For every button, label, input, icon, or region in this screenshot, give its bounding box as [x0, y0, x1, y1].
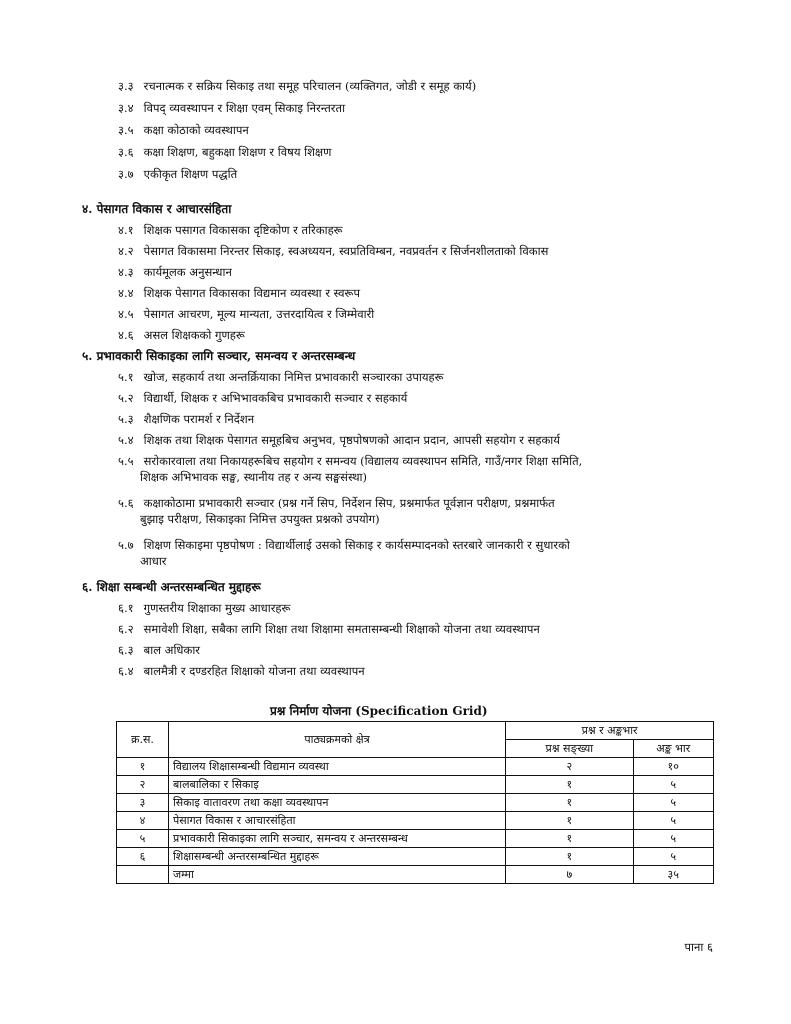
list-item: ३.४ विपद् व्यवस्थापन र शिक्षा एवम् सिकाइ निरन्तरता [118, 101, 346, 115]
cell-questions: १ [506, 794, 633, 812]
cell-marks: ५ [633, 848, 714, 866]
table-row [117, 794, 714, 812]
cell-area: शिक्षासम्बन्धी अन्तरसम्बन्धित मुद्दाहरू [168, 848, 505, 866]
header-marks: अङ्क भार [633, 740, 714, 758]
cell-sn: २ [117, 776, 169, 794]
cell-sn-empty [117, 866, 169, 884]
cell-area: विद्यालय शिक्षासम्बन्धी विद्यमान व्यवस्था [168, 758, 505, 776]
list-item: ६.१ गुणस्तरीय शिक्षाका मुख्य आधारहरू [118, 601, 291, 615]
cell-sn: ६ [117, 848, 169, 866]
header-area: पाठ्यक्रमको क्षेत्र [168, 722, 505, 758]
header-group: प्रश्न र अङ्कभार [506, 722, 714, 740]
list-item: ६.२ समावेशी शिक्षा, सबैका लागि शिक्षा तथा शिक्षामा समतासम्बन्धी शिक्षाको योजना तथा व्यवस्थापन [118, 622, 540, 636]
cell-sn: ५ [117, 830, 169, 848]
list-item: ५.२ विद्यार्थी, शिक्षक र अभिभावकबिच प्रभावकारी सञ्चार र सहकार्य [118, 391, 408, 405]
cell-area: प्रभावकारी सिकाइका लागि सञ्चार, समन्वय र अन्तरसम्बन्ध [168, 830, 505, 848]
cell-questions: २ [506, 758, 633, 776]
cell-marks: १० [633, 758, 714, 776]
cell-questions: १ [506, 848, 633, 866]
header-sn: क्र.स. [117, 722, 169, 758]
page-number: पाना ६ [684, 940, 713, 954]
list-item: ५.६ कक्षाकोठामा प्रभावकारी सञ्चार (प्रश्न गर्ने सिप, निर्देशन सिप, प्रश्नमार्फत पूर्वज्ञान परीक्षण, प्रश्नमार्फत बुझाइ परीक्षण, सिकाइका निमित्त उपयुक्त प्रश्नको उपयोग) [118, 496, 555, 526]
table-row [117, 776, 714, 794]
list-item: ३.७ एकीकृत शिक्षण पद्धति [118, 167, 238, 181]
list-item: ६.४ बालमैत्री र दण्डरहित शिक्षाको योजना तथा व्यवस्थापन [118, 664, 365, 678]
cell-sn: ३ [117, 794, 169, 812]
list-item: ४.३ कार्यमूलक अनुसन्धान [118, 265, 232, 279]
header-questions: प्रश्न सङ्ख्या [506, 740, 633, 758]
list-item: ४.१ शिक्षक पसागत विकासका दृष्टिकोण र तरिकाहरू [118, 223, 343, 237]
list-item: ५.४ शिक्षक तथा शिक्षक पेसागत समूहबिच अनुभव, पृष्ठपोषणको आदान प्रदान, आपसी सहयोग र सहकार्य [118, 433, 560, 447]
cell-area: पेसागत विकास र आचारसंहिता [168, 812, 505, 830]
table-row [117, 758, 714, 776]
cell-marks: ५ [633, 776, 714, 794]
list-item: ५.५ सरोकारवाला तथा निकायहरूबिच सहयोग र समन्वय (विद्यालय व्यवस्थापन समिति, गाउँ/नगर शिक्षा समिति, शिक्षक अभिभावक सङ्घ, स्थानीय तह र अन्य सङ्घसंस्था) [118, 454, 583, 484]
total-questions: ७ [506, 866, 633, 884]
list-item: ३.३ रचनात्मक र सक्रिय सिकाइ तथा समूह परिचालन (व्यक्तिगत, जोडी र समूह कार्य) [118, 79, 477, 93]
list-item: ४.२ पेसागत विकासमा निरन्तर सिकाइ, स्वअध्ययन, स्वप्रतिविम्बन, नवप्रवर्तन र सिर्जनशीलताको विकास [118, 244, 549, 258]
cell-area: सिकाइ वातावरण तथा कक्षा व्यवस्थापन [168, 794, 505, 812]
cell-sn: १ [117, 758, 169, 776]
list-item: ४.६ असल शिक्षकको गुणहरू [118, 328, 245, 342]
total-marks: ३५ [633, 866, 714, 884]
list-item: ४.४ शिक्षक पेसागत विकासका विद्यमान व्यवस्था र स्वरूप [118, 286, 361, 300]
table-row [117, 830, 714, 848]
spec-grid-title: प्रश्न निर्माण योजना (Specification Grid) [270, 704, 488, 718]
list-item: ५.७ शिक्षण सिकाइमा पृष्ठपोषण : विद्यार्थीलाई उसको सिकाइ र कार्यसम्पादनको स्तरबारे जानकारी र सुधारको आधार [118, 538, 570, 568]
section-heading: ५. प्रभावकारी सिकाइका लागि सञ्चार, समन्वय र अन्तरसम्बन्ध [82, 349, 356, 363]
spec-grid-table [116, 721, 714, 884]
cell-questions: १ [506, 776, 633, 794]
total-row [117, 866, 714, 884]
table-row [117, 848, 714, 866]
section-heading: ४. पेसागत विकास र आचारसंहिता [82, 202, 232, 216]
list-item: ३.५ कक्षा कोठाको व्यवस्थापन [118, 123, 249, 137]
cell-sn: ४ [117, 812, 169, 830]
cell-marks: ५ [633, 830, 714, 848]
total-label: जम्मा [168, 866, 505, 884]
list-item: ३.६ कक्षा शिक्षण, बहुकक्षा शिक्षण र विषय शिक्षण [118, 145, 332, 159]
cell-questions: १ [506, 830, 633, 848]
cell-marks: ५ [633, 812, 714, 830]
list-item: ५.३ शैक्षणिक परामर्श र निर्देशन [118, 412, 255, 426]
cell-questions: १ [506, 812, 633, 830]
list-item: ६.३ बाल अधिकार [118, 643, 201, 657]
cell-area: बालबालिका र सिकाइ [168, 776, 505, 794]
list-item: ५.१ खोज, सहकार्य तथा अन्तर्क्रियाका निमित्त प्रभावकारी सञ्चारका उपायहरू [118, 370, 444, 384]
table-row [117, 812, 714, 830]
section-heading: ६. शिक्षा सम्बन्धी अन्तरसम्बन्धित मुद्दाहरू [82, 580, 261, 594]
cell-marks: ५ [633, 794, 714, 812]
list-item: ४.५ पेसागत आचरण, मूल्य मान्यता, उत्तरदायित्व र जिम्मेवारी [118, 307, 375, 321]
